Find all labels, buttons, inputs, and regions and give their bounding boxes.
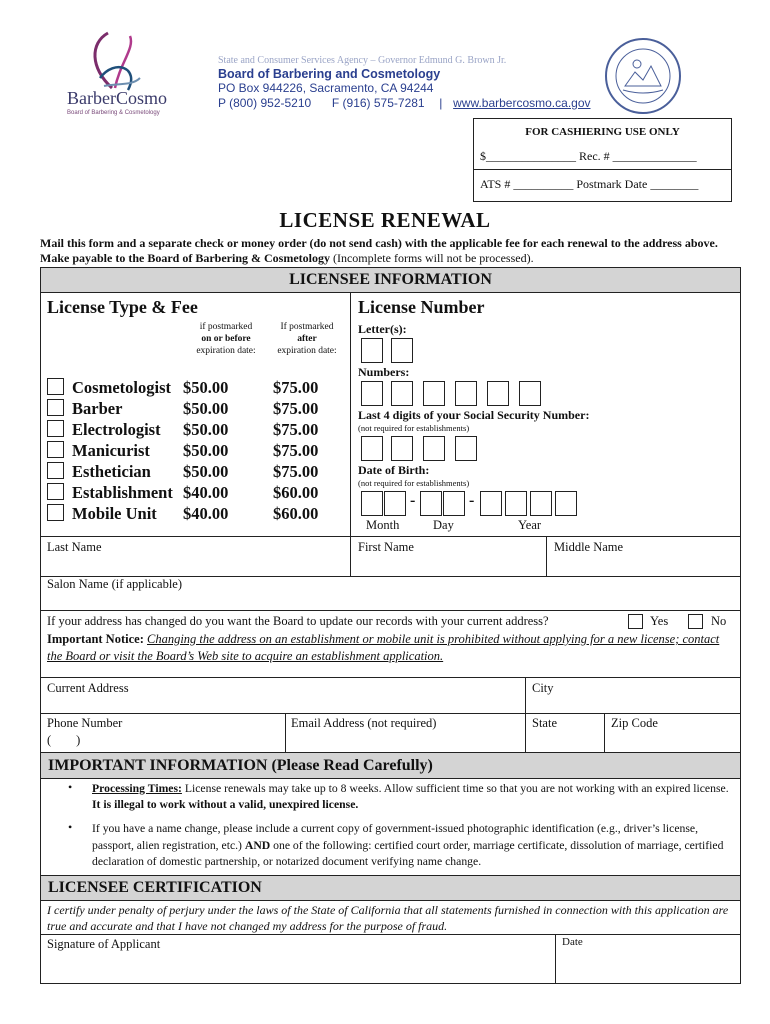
fee-after-caption: If postmarked after expiration date:	[277, 322, 337, 356]
letters-label: Letter(s):	[358, 322, 407, 336]
dob-day-label: Day	[433, 518, 454, 532]
important-info-header: IMPORTANT INFORMATION (Please Read Carefully)	[40, 752, 741, 779]
license-type-row[interactable]: Mobile Unit $40.00 $60.00	[47, 503, 347, 524]
dob-note: (not required for establishments)	[358, 478, 470, 488]
ssn-label: Last 4 digits of your Social Security Number:	[358, 408, 590, 422]
board-address: PO Box 944226, Sacramento, CA 94244	[218, 81, 434, 95]
processing-times-bullet: Processing Times: License renewals may take up to 8 weeks. Allow sufficient time so that you are not working with an expired license. It is illegal to work without a valid, unexpired license.	[92, 782, 729, 811]
state-seal-icon	[603, 36, 683, 116]
license-type-row[interactable]: Cosmetologist $50.00 $75.00	[47, 377, 347, 398]
letter-box-1[interactable]	[361, 338, 383, 363]
dob-month-box-2[interactable]	[384, 491, 406, 516]
address-yes-label: Yes	[650, 614, 669, 628]
signature-field[interactable]: Signature of Applicant	[47, 937, 161, 951]
form-title: LICENSE RENEWAL	[279, 208, 491, 232]
ssn-box-3[interactable]	[423, 436, 445, 461]
current-address-field[interactable]: Current Address	[47, 681, 129, 695]
address-yes-checkbox[interactable]	[628, 614, 643, 629]
contact-line	[218, 96, 591, 110]
number-box-2[interactable]	[391, 381, 413, 406]
license-type-row[interactable]: Manicurist $50.00 $75.00	[47, 440, 347, 461]
dob-dash: -	[469, 492, 475, 509]
dob-label: Date of Birth:	[358, 463, 430, 477]
dob-year-box-3[interactable]	[530, 491, 552, 516]
dob-day-box-2[interactable]	[443, 491, 465, 516]
dob-dash: -	[410, 492, 416, 509]
number-box-4[interactable]	[455, 381, 477, 406]
board-fax: F (916) 575-7281	[331, 96, 425, 110]
number-box-1[interactable]	[361, 381, 383, 406]
fee-before-caption: if postmarked on or before expiration date:	[196, 322, 256, 356]
address-row	[40, 677, 741, 714]
ssn-box-4[interactable]	[455, 436, 477, 461]
cosmetologist-checkbox[interactable]	[47, 378, 64, 395]
instructions-bold: Mail this form and a separate check or money order (do not send cash) with the applicable fee for each renewal to the address above. Make payable to the Board of Barbering & Cosmetology	[40, 236, 718, 265]
cashier-title: FOR CASHIERING USE ONLY	[525, 126, 680, 138]
name-change-bullet: If you have a name change, please include a current copy of government-issued photographic identification (e.g., driver’s license, passport, alien registration, etc.) AND one of the following: certified court order, marriage certificate, dissolution of marriage, certified declaration of domestic partnership, or notarized document verifying name change.	[92, 822, 724, 868]
board-website-link[interactable]: www.barbercosmo.ca.gov	[453, 96, 591, 110]
license-type-row[interactable]: Esthetician $50.00 $75.00	[47, 461, 347, 482]
agency-line: State and Consumer Services Agency – Governor Edmund G. Brown Jr.	[218, 55, 507, 66]
license-type-row[interactable]: Electrologist $50.00 $75.00	[47, 419, 347, 440]
address-no-checkbox[interactable]	[688, 614, 703, 629]
cashier-box	[473, 118, 732, 202]
license-type-row[interactable]: Establishment $40.00 $60.00	[47, 482, 347, 503]
number-box-3[interactable]	[423, 381, 445, 406]
ssn-box-1[interactable]	[361, 436, 383, 461]
licensee-info-header: LICENSEE INFORMATION	[40, 267, 741, 293]
address-no-label: No	[711, 614, 727, 628]
certification-statement: I certify under penalty of perjury under the laws of the State of California that all statements furnished in connection with this application are true and accurate and that I have not changed my address for the purpose of fraud.	[47, 903, 729, 933]
salon-name-field[interactable]: Salon Name (if applicable)	[47, 577, 183, 591]
cashier-line-2[interactable]: ATS # __________ Postmark Date ________	[480, 177, 699, 191]
important-notice: Important Notice: Changing the address on an establishment or mobile unit is prohibited without applying for a new license; contact the Board or visit the Board’s Web site to acquire an establishment application.	[47, 632, 720, 663]
logo-subtext: Board of Barbering & Cosmetology	[67, 110, 160, 116]
first-name-field[interactable]: First Name	[358, 540, 414, 554]
numbers-label: Numbers:	[358, 365, 410, 379]
dob-month-box-1[interactable]	[361, 491, 383, 516]
license-number-heading: License Number	[358, 297, 485, 317]
phone-number-field[interactable]: Phone Number	[47, 716, 123, 730]
license-type-list	[47, 377, 347, 527]
ssn-note: (not required for establishments)	[358, 423, 470, 433]
manicurist-checkbox[interactable]	[47, 441, 64, 458]
number-box-5[interactable]	[487, 381, 509, 406]
cashier-line-1[interactable]: $_______________ Rec. # ______________	[480, 149, 697, 163]
electrologist-checkbox[interactable]	[47, 420, 64, 437]
bullet-dot-2: •	[68, 820, 73, 834]
email-field[interactable]: Email Address (not required)	[291, 716, 437, 730]
license-type-row[interactable]: Barber $50.00 $75.00	[47, 398, 347, 419]
city-field[interactable]: City	[532, 681, 554, 695]
dob-year-box-2[interactable]	[505, 491, 527, 516]
barber-checkbox[interactable]	[47, 399, 64, 416]
state-seal	[603, 36, 683, 116]
board-logo	[60, 28, 175, 123]
board-name: Board of Barbering and Cosmetology	[218, 67, 441, 81]
board-phone: P (800) 952-5210	[218, 96, 312, 110]
address-question: If your address has changed do you want the Board to update our records with your current address?	[47, 614, 549, 628]
logo-text: BarberCosmo	[67, 88, 167, 108]
license-type-heading: License Type & Fee	[47, 297, 198, 317]
establishment-checkbox[interactable]	[47, 483, 64, 500]
certification-header: LICENSEE CERTIFICATION	[40, 875, 741, 901]
middle-name-field[interactable]: Middle Name	[554, 540, 624, 554]
form-instructions	[40, 236, 740, 266]
instructions-normal: (Incomplete forms will not be processed).	[329, 251, 534, 265]
dob-year-box-4[interactable]	[555, 491, 577, 516]
date-field[interactable]: Date	[562, 936, 583, 948]
mobile-unit-checkbox[interactable]	[47, 504, 64, 521]
state-field[interactable]: State	[532, 716, 557, 730]
ssn-box-2[interactable]	[391, 436, 413, 461]
dob-month-label: Month	[366, 518, 400, 532]
esthetician-checkbox[interactable]	[47, 462, 64, 479]
dob-year-box-1[interactable]	[480, 491, 502, 516]
number-box-6[interactable]	[519, 381, 541, 406]
contact-separator: |	[439, 96, 443, 110]
zip-code-field[interactable]: Zip Code	[611, 716, 658, 730]
last-name-field[interactable]: Last Name	[47, 540, 102, 554]
dob-year-label: Year	[518, 518, 542, 532]
phone-area-code[interactable]: ( )	[47, 733, 81, 747]
dob-day-box-1[interactable]	[420, 491, 442, 516]
bullet-dot-1: •	[68, 780, 73, 794]
letter-box-2[interactable]	[391, 338, 413, 363]
